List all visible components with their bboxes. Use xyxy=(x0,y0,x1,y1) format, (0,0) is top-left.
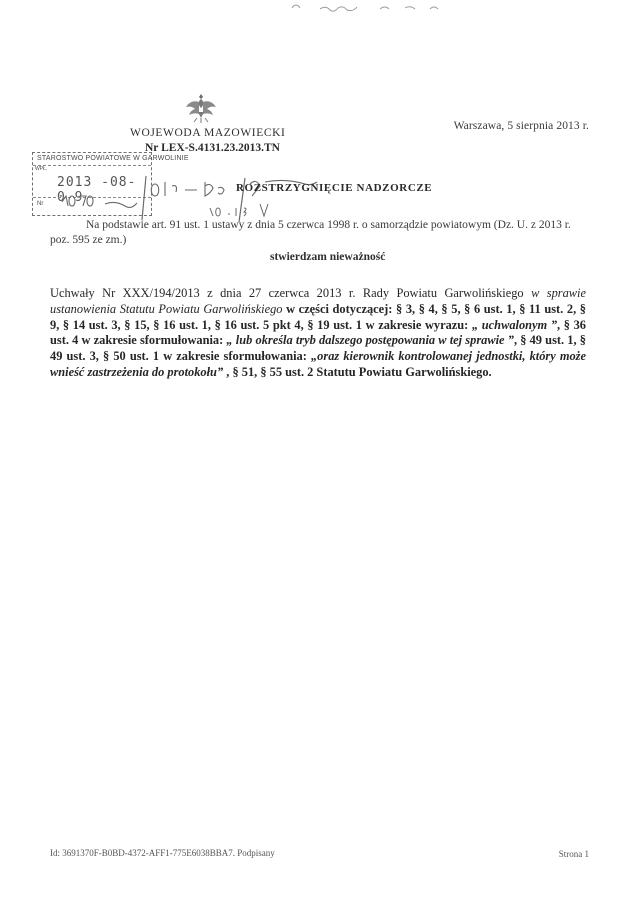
stamp-received-label: WPŁ. xyxy=(35,166,48,172)
stamp-divider xyxy=(33,165,151,166)
polish-eagle-icon xyxy=(183,90,219,126)
case-number: Nr LEX-S.4131.23.2013.TN xyxy=(145,142,280,154)
body-part: „ lub określa tryb dalszego postępowania w tej sprawie ” xyxy=(226,333,514,348)
issuing-authority: WOJEWODA MAZOWIECKI xyxy=(130,127,286,139)
body-part: , § 49 ust. 1, § 49 ust. 3, § 50 ust. 1 w zakresie sformułowania: xyxy=(50,333,586,364)
decision-statement: stwierdzam nieważność xyxy=(270,251,386,263)
city-date: Warszawa, 5 sierpnia 2013 r. xyxy=(453,120,589,132)
stamp-number-label: Nr xyxy=(37,201,44,207)
body-part: , § 36 ust. 4 w zakresie sformułowania: xyxy=(50,317,586,348)
body-part: „ uchwalonym ” xyxy=(471,317,558,332)
stamp-title: STAROSTWO POWIATOWE W GARWOLINIE xyxy=(37,155,189,162)
legal-basis: Na podstawie art. 91 ust. 1 ustawy z dnia 5 czerwca 1998 r. o samorządzie powiatowym (Dz. U. z 2013 r. poz. 595 ze zm.) xyxy=(50,219,571,246)
document-title: ROZSTRZYGNIĘCIE NADZORCZE xyxy=(236,182,433,194)
stamp-date: 2013 -08- 0 9 xyxy=(57,175,137,205)
body-part: „oraz kierownik kontrolowanej jednostki, który może wnieść zastrzeżenia do protokołu” xyxy=(50,349,587,379)
body-part: w sprawie ustanowienia Statutu Powiatu Garwolińskiego xyxy=(50,286,586,316)
decision-body xyxy=(50,286,586,381)
top-scribble-mark xyxy=(290,0,450,14)
document-id: Id: 3691370F-B0BD-4372-AFF1-775E6038BBA7. Podpisany xyxy=(50,848,275,858)
body-part: Uchwały Nr XXX/194/2013 z dnia 27 czerwca 2013 r. Rady Powiatu Garwolińskiego xyxy=(50,286,532,300)
body-part: w części dotyczącej: § 3, § 4, § 5, § 6 ust. 1, § 11 ust. 2, § 9, § 14 ust. 3, § 15, § 16 ust. 1, § 16 ust. 5 pkt 4, § 19 ust. 1 w zakresie wyrazu: xyxy=(50,301,586,332)
page-number: Strona 1 xyxy=(558,849,589,859)
body-part: , § 51, § 55 ust. 2 Statutu Powiatu Garwolińskiego. xyxy=(223,364,492,379)
